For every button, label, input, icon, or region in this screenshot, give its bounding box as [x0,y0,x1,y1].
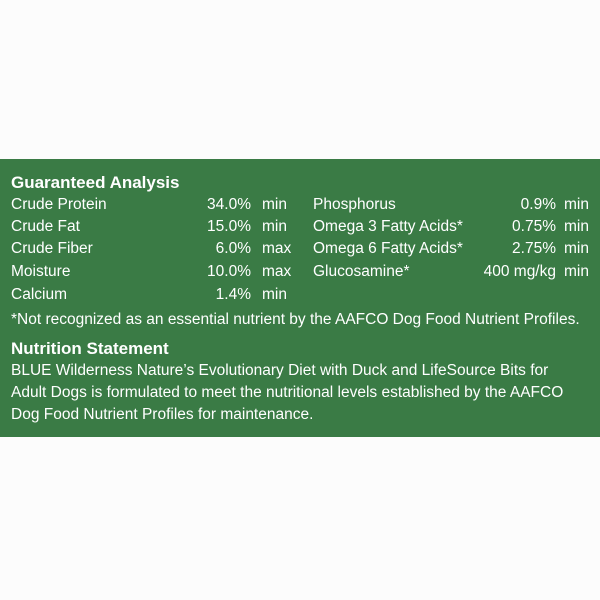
nutrient-value: 0.75% [512,218,556,235]
nutrient-name: Calcium [11,286,67,303]
nutrient-value: 6.0% [215,240,251,257]
nutrient-unit: max [262,240,292,257]
statement-line: Dog Food Nutrient Profiles for maintenance. [11,406,314,423]
nutrient-unit: min [262,286,287,303]
nutrient-unit: max [262,263,292,280]
nutrient-name: Crude Fat [11,218,80,235]
statement-line: BLUE Wilderness Nature’s Evolutionary Diet with Duck and LifeSource Bits for [11,362,549,379]
nutrient-unit: min [262,196,287,213]
nutrient-name: Moisture [11,263,71,280]
nutrient-name: Crude Protein [11,196,107,213]
nutrient-value: 34.0% [207,196,251,213]
analysis-row [0,262,600,284]
nutrient-value: 15.0% [207,218,251,235]
analysis-row [0,239,600,261]
guaranteed-analysis-heading: Guaranteed Analysis [11,173,180,192]
nutrient-value: 2.75% [512,240,556,257]
nutrient-unit: min [262,218,287,235]
footnote: *Not recognized as an essential nutrient by the AAFCO Dog Food Nutrient Profiles. [11,311,580,328]
nutrient-unit: min [564,218,589,235]
statement-line: Adult Dogs is formulated to meet the nutritional levels established by the AAFCO [11,384,564,401]
nutrition-statement-text [11,360,596,426]
nutrient-value: 400 mg/kg [483,263,556,280]
analysis-row [0,285,300,307]
nutrient-value: 0.9% [520,196,556,213]
nutrient-unit: min [564,263,589,280]
nutrient-name: Glucosamine* [313,263,410,280]
nutrient-name: Omega 6 Fatty Acids* [313,240,463,257]
nutrient-name: Crude Fiber [11,240,93,257]
nutrient-name: Omega 3 Fatty Acids* [313,218,463,235]
nutrition-panel [0,159,600,437]
nutrient-value: 1.4% [215,286,251,303]
analysis-row [0,217,600,239]
analysis-row [0,195,600,217]
nutrition-statement-heading: Nutrition Statement [11,339,169,358]
nutrient-unit: min [564,196,589,213]
nutrient-name: Phosphorus [313,196,396,213]
nutrient-value: 10.0% [207,263,251,280]
nutrient-unit: min [564,240,589,257]
